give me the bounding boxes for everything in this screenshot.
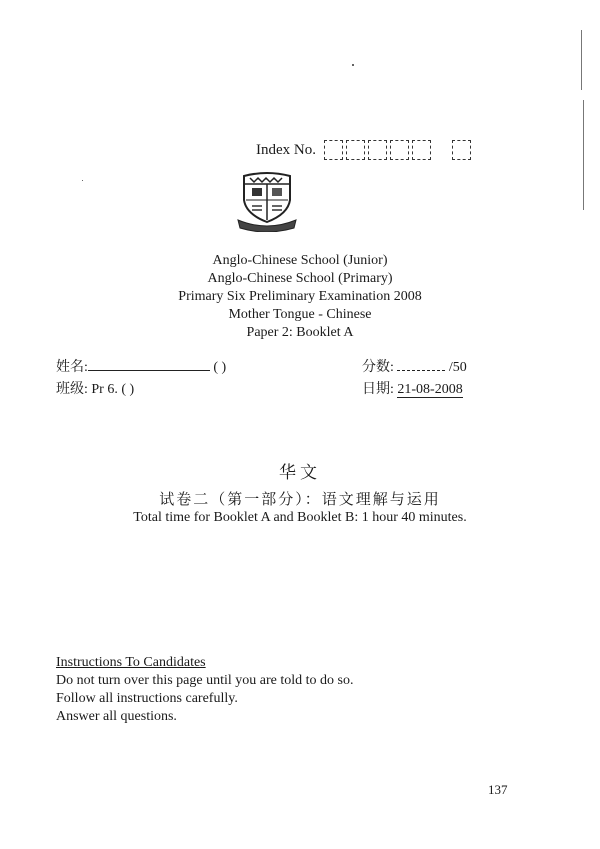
paper-title-chinese: 华文	[279, 463, 321, 482]
date-field	[362, 378, 463, 398]
index-digit-box	[412, 140, 431, 160]
index-digit-box	[368, 140, 387, 160]
score-blank-line	[397, 370, 445, 371]
index-digit-box	[324, 140, 343, 160]
index-digit-box	[346, 140, 365, 160]
index-digit-box	[390, 140, 409, 160]
score-label: 分数:	[362, 360, 394, 375]
school-crest-logo	[236, 170, 298, 237]
paper-title: Paper 2: Booklet A	[246, 325, 354, 340]
exam-title: Primary Six Preliminary Examination 2008	[178, 289, 422, 304]
score-field	[362, 356, 467, 376]
scan-speck	[82, 180, 83, 181]
name-blank-line	[88, 370, 210, 371]
score-total: /50	[448, 360, 467, 375]
school-name-primary: Anglo-Chinese School (Primary)	[207, 271, 393, 286]
instruction-line: Answer all questions.	[56, 709, 177, 724]
instruction-line: Do not turn over this page until you are told to do so.	[56, 673, 354, 688]
date-label: 日期:	[362, 382, 394, 397]
index-number-row	[256, 140, 474, 160]
total-time-note: Total time for Booklet A and Booklet B: 1 hour 40 minutes.	[133, 510, 467, 525]
instructions-block	[56, 654, 353, 726]
scan-edge-line	[583, 100, 584, 210]
name-field	[56, 356, 226, 376]
subject-title: Mother Tongue - Chinese	[228, 307, 372, 322]
class-field: 班级: Pr 6. ( )	[56, 382, 135, 397]
paper-subtitle-chinese: 试卷二（第一部分）：语文理解与运用	[159, 492, 441, 508]
scan-edge-line	[581, 30, 582, 90]
school-name-junior: Anglo-Chinese School (Junior)	[212, 253, 388, 268]
exam-header	[0, 252, 600, 342]
crest-shield-icon	[236, 170, 298, 232]
instruction-line: Follow all instructions carefully.	[56, 691, 238, 706]
instructions-title: Instructions To Candidates	[56, 655, 206, 670]
register-number-paren: ( )	[213, 360, 227, 375]
index-digit-box	[452, 140, 471, 160]
page-number: 137	[488, 782, 508, 797]
date-value: 21-08-2008	[397, 382, 463, 397]
name-label: 姓名:	[56, 360, 88, 375]
scan-speck	[352, 64, 354, 66]
index-label: Index No.	[256, 141, 316, 158]
